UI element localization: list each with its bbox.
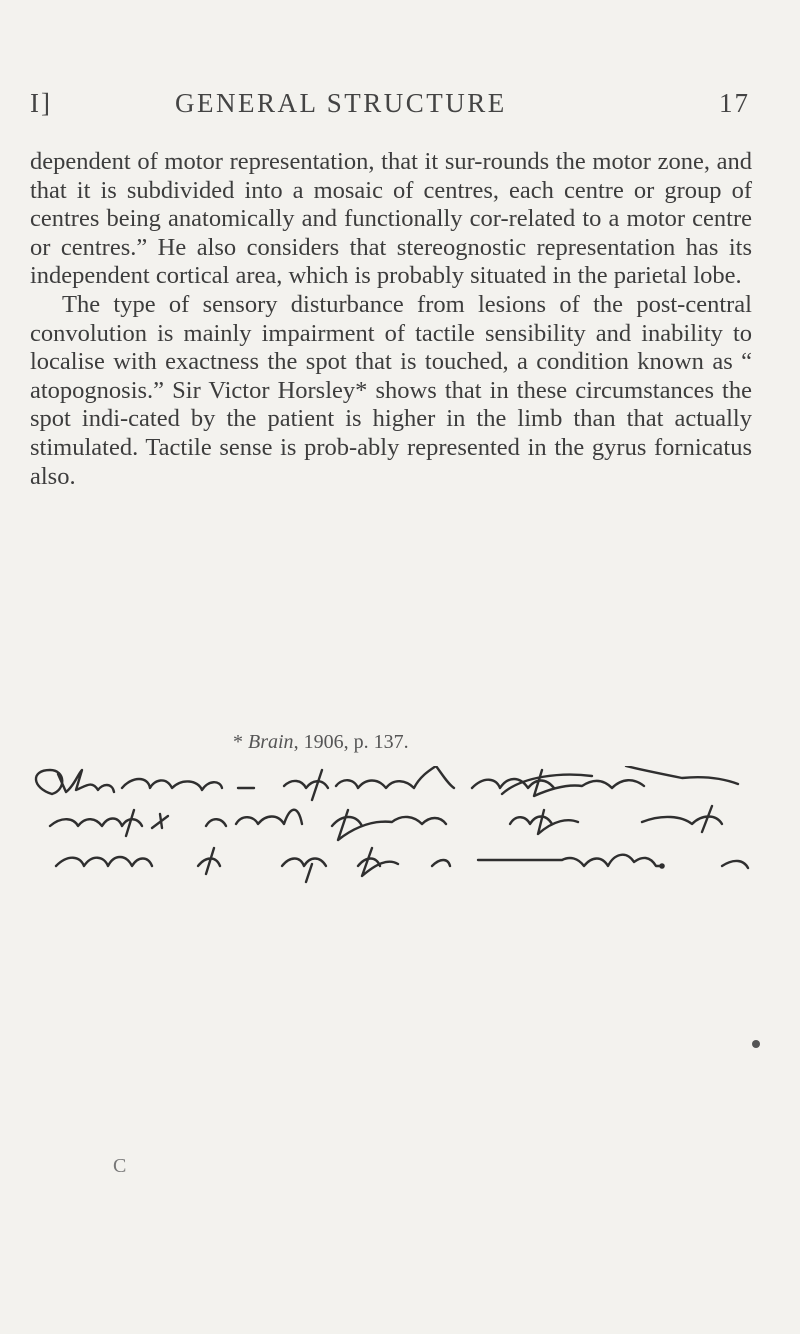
footnote [233,731,409,754]
paragraph-1: dependent of motor representation, that it sur-rounds the motor zone, and that it is subdivided into a mosaic of centres, each centre or group of centres being anatomically and functionally cor-related to a motor centre or centres.” He also considers that stereognostic representation has its independent cortical area, which is probably situated in the parietal lobe. [30,148,752,290]
footnote-details: , 1906, p. 137. [293,731,409,753]
footnote-source: Brain [248,731,294,753]
page-number: 17 [719,88,750,118]
body-text [30,148,752,491]
paragraph-2: The type of sensory disturbance from lesions of the post-central convolution is mainly impairment of tactile sensibility and inability to localise with exactness the spot that is touched, a condition known as “ atopognosis.” Sir Victor Horsley* shows that in these circumstances the spot indi-cated by the patient is higher in the limb than that actually stimulated. Tactile sense is prob-ably represented in the gyrus fornicatus also. [30,290,752,490]
signature-mark: C [113,1155,127,1177]
handwritten-annotation [22,766,762,884]
running-title: GENERAL STRUCTURE [175,88,507,118]
ink-speck [752,1040,760,1048]
chapter-number: I] [30,88,52,118]
running-head [30,88,750,128]
handwritten-annotation-text [0,0,1,1]
footnote-marker: * [233,731,243,753]
